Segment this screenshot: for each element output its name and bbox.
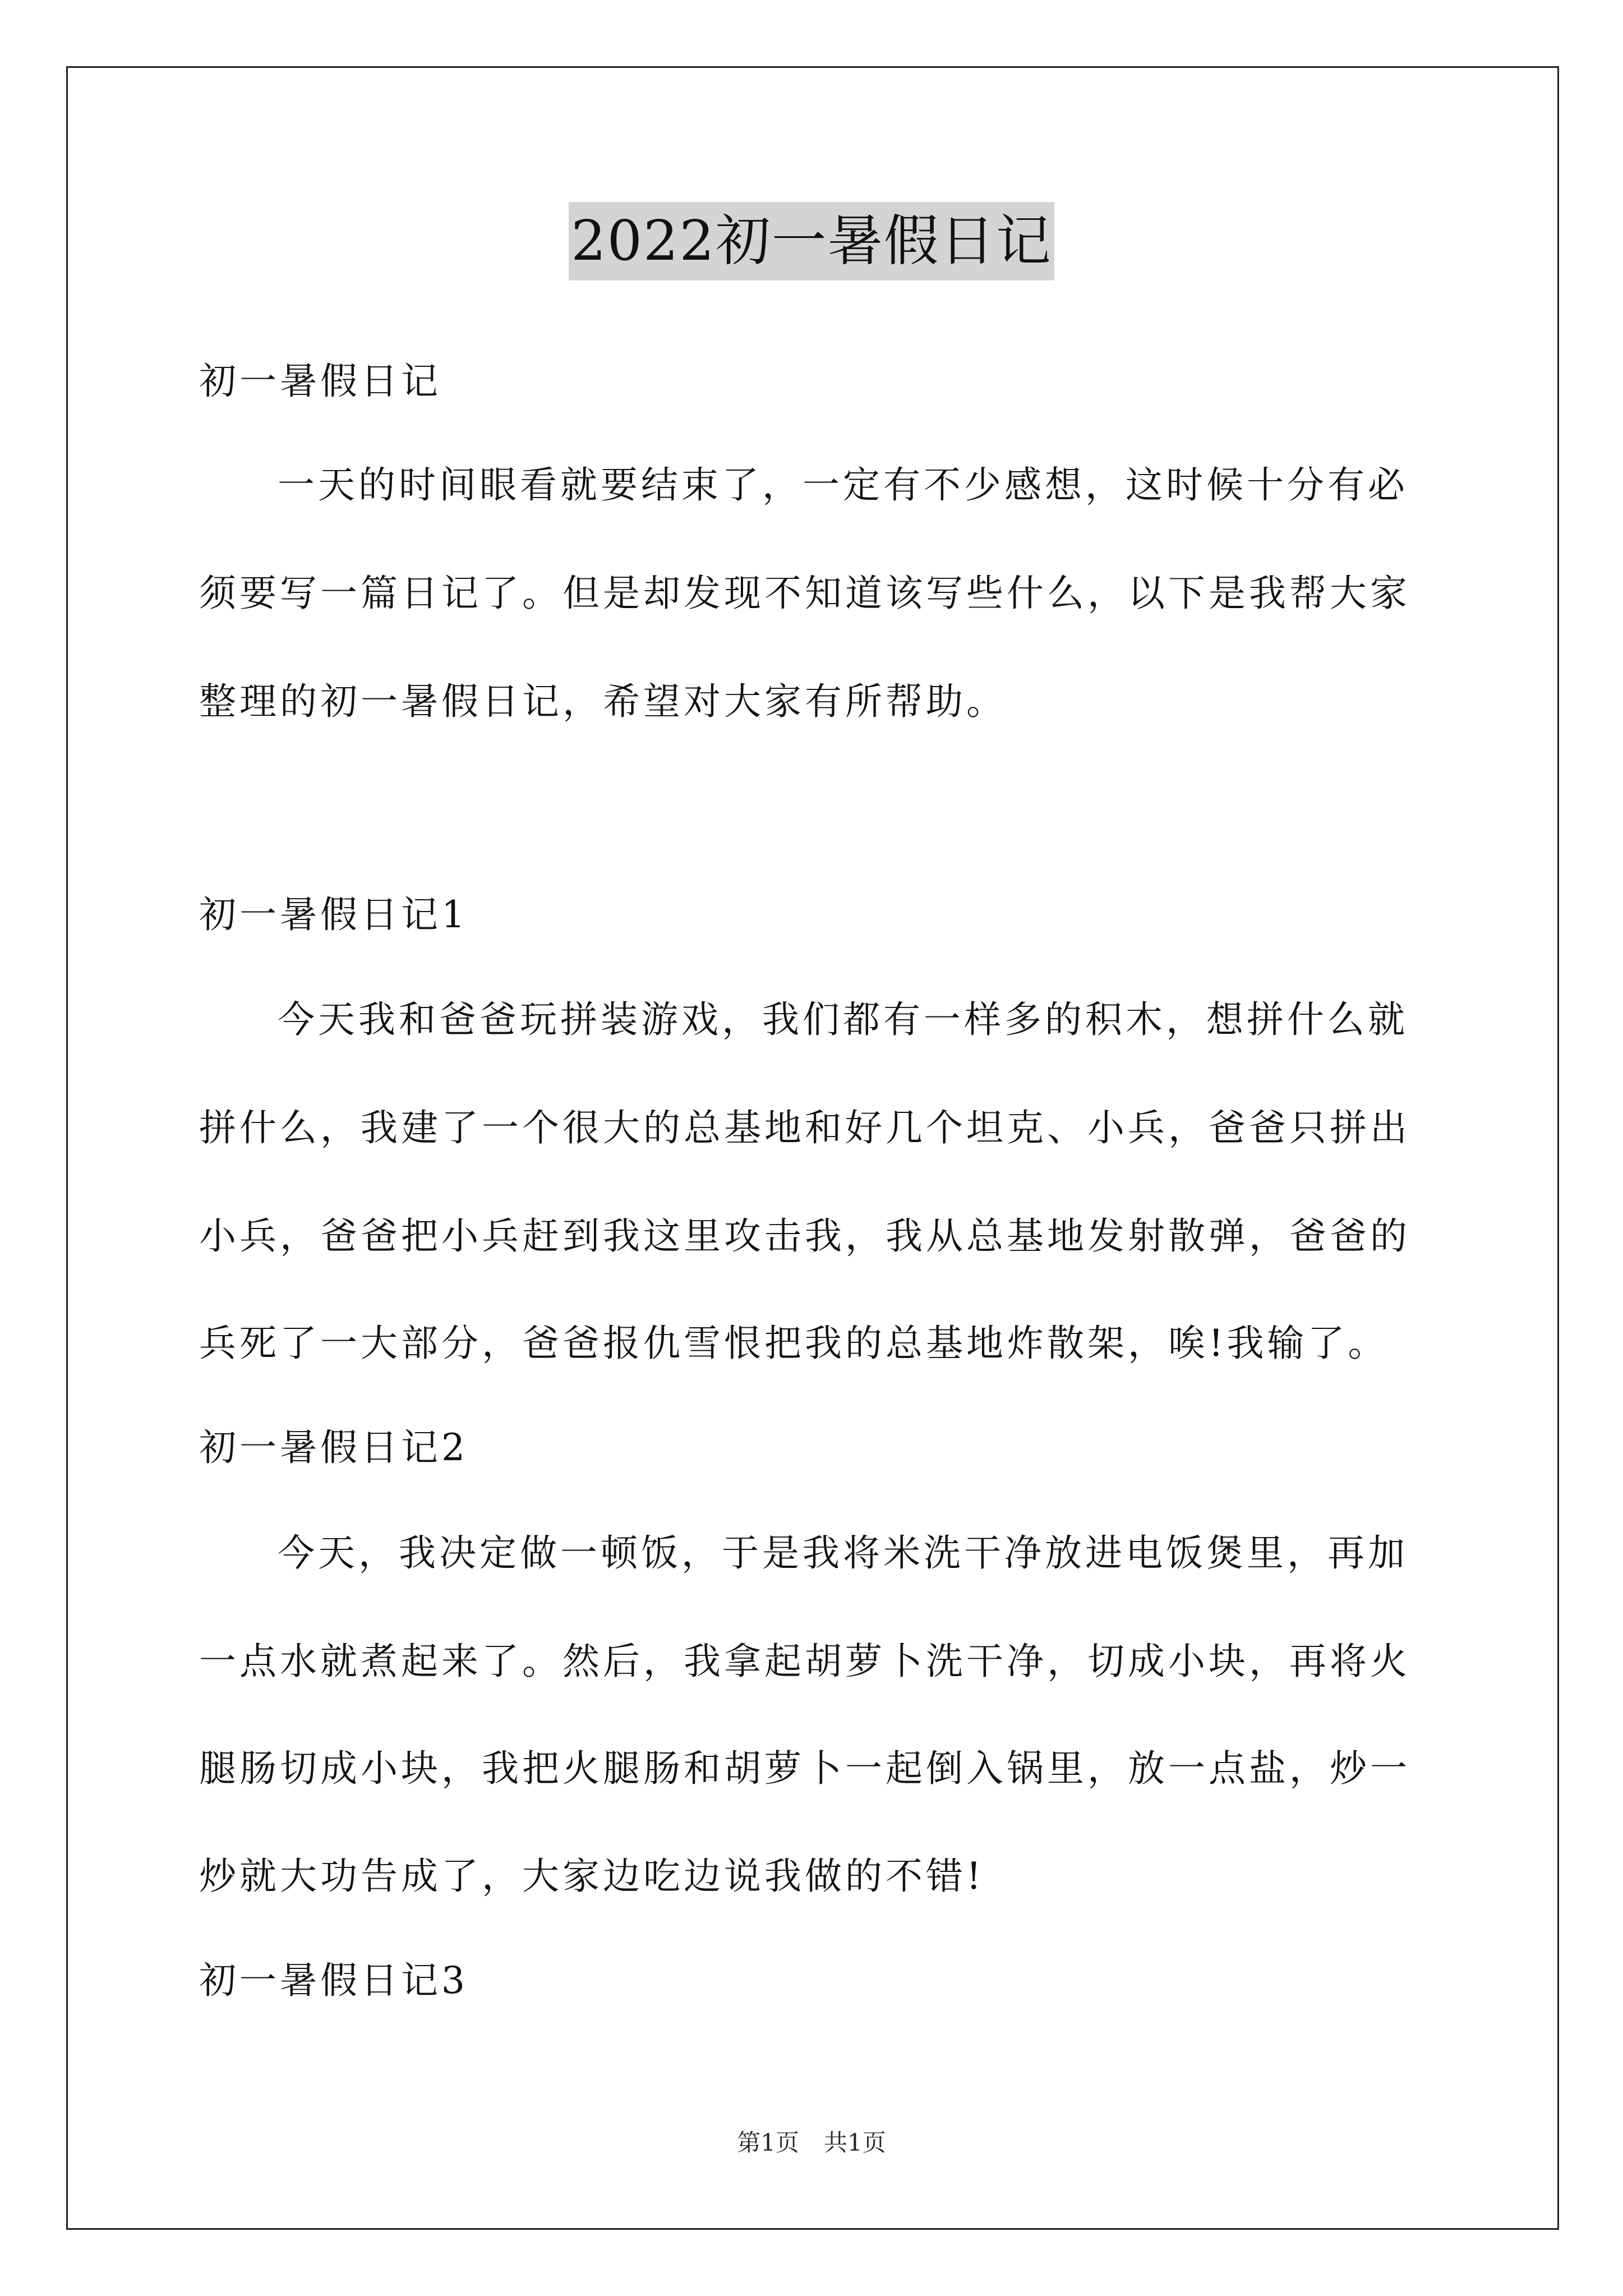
page-total: 共1页 — [824, 2129, 886, 2156]
page-number: 第1页 — [737, 2129, 799, 2156]
entry-line: 小兵，爸爸把小兵赶到我这里攻击我，我从总基地发射散弹，爸爸的 — [199, 1214, 1410, 1258]
entry-heading: 初一暑假日记1 — [199, 893, 468, 936]
entry-line: 今天我和爸爸玩拼装游戏，我们都有一样多的积木，想拼什么就 — [278, 998, 1408, 1041]
document-body — [199, 0, 1433, 2296]
entry-line: 腿肠切成小块，我把火腿肠和胡萝卜一起倒入锅里，放一点盐，炒一 — [199, 1747, 1410, 1790]
entry-heading: 初一暑假日记3 — [199, 1959, 468, 2002]
entry-line: 拼什么，我建了一个很大的总基地和好几个坦克、小兵，爸爸只拼出 — [199, 1106, 1410, 1149]
entry-line: 炒就大功告成了，大家边吃边说我做的不错! — [199, 1855, 985, 1898]
intro-line: 须要写一篇日记了。但是却发现不知道该写些什么，以下是我帮大家 — [199, 572, 1410, 615]
entry-line: 今天，我决定做一顿饭，于是我将米洗干净放进电饭煲里，再加 — [278, 1531, 1408, 1575]
entry-heading: 初一暑假日记2 — [199, 1426, 468, 1469]
page-footer — [0, 2126, 1623, 2160]
document-title: 2022初一暑假日记 — [569, 202, 1054, 280]
heading: 初一暑假日记 — [199, 360, 441, 403]
entry-line: 一点水就煮起来了。然后，我拿起胡萝卜洗干净，切成小块，再将火 — [199, 1640, 1410, 1683]
intro-line: 整理的初一暑假日记，希望对大家有所帮助。 — [199, 680, 1007, 723]
intro-line: 一天的时间眼看就要结束了，一定有不少感想，这时候十分有必 — [278, 463, 1408, 507]
entry-line: 兵死了一大部分，爸爸报仇雪恨把我的总基地炸散架，唉!我输了。 — [199, 1322, 1389, 1365]
